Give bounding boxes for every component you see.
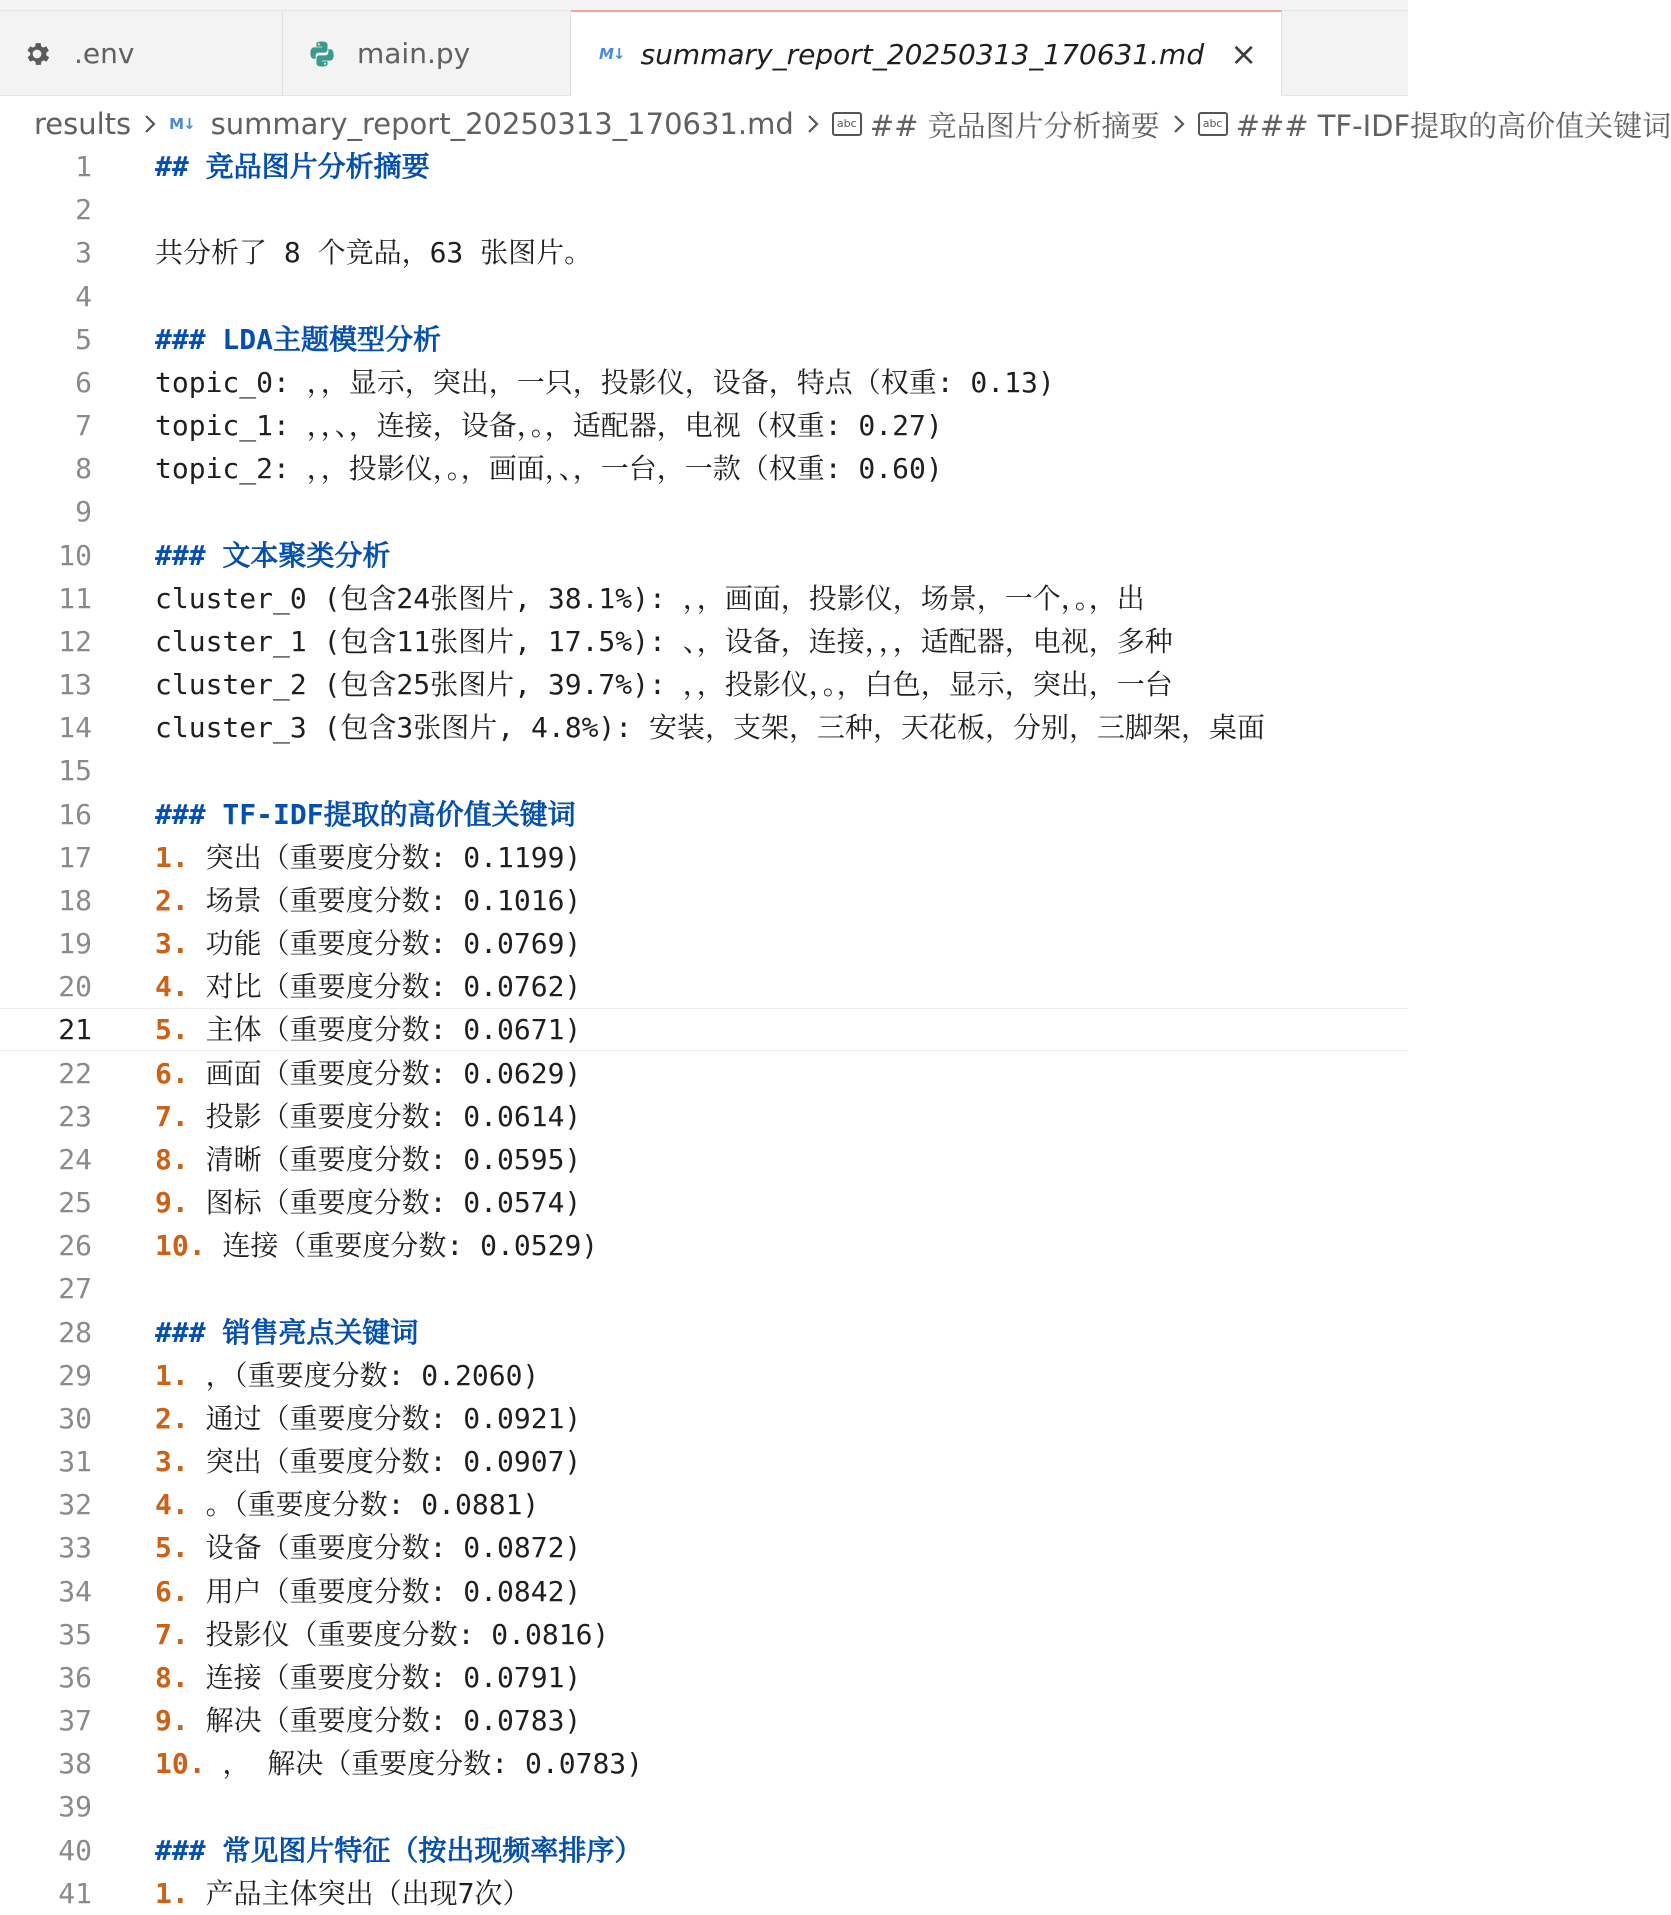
- list-marker: 3.: [155, 927, 189, 961]
- list-item-text: 功能（重要度分数: 0.0769): [188, 927, 582, 961]
- line-number: 17: [58, 840, 92, 874]
- list-item-text: 清晰（重要度分数: 0.0595): [188, 1142, 582, 1176]
- line-content: [155, 447, 943, 490]
- list-item-text: 图标（重要度分数: 0.0574): [188, 1186, 582, 1220]
- editor-line[interactable]: [0, 318, 1408, 361]
- list-item-text: 对比（重要度分数: 0.0762): [188, 970, 582, 1004]
- line-content: [155, 1311, 418, 1354]
- window-top-strip: [0, 0, 1408, 10]
- line-content: [155, 1742, 643, 1785]
- line-content: [155, 706, 1265, 749]
- line-number: 3: [75, 236, 92, 270]
- editor-line[interactable]: [0, 1440, 1408, 1483]
- tab-main-py[interactable]: [283, 11, 571, 96]
- line-number: 8: [75, 452, 92, 486]
- editor-line[interactable]: [0, 1613, 1408, 1656]
- line-number: 7: [75, 409, 92, 443]
- line-content: [155, 836, 581, 879]
- tab-env[interactable]: [0, 11, 283, 96]
- line-content: [155, 318, 441, 361]
- line-content: [155, 534, 390, 577]
- breadcrumb-file[interactable]: [169, 107, 794, 141]
- line-number: 12: [58, 624, 92, 658]
- line-number: 41: [58, 1876, 92, 1910]
- line-number: 4: [75, 279, 92, 313]
- markdown-heading: ### 销售亮点关键词: [155, 1315, 419, 1349]
- editor-line[interactable]: [0, 922, 1408, 965]
- line-content: [155, 1699, 581, 1742]
- editor-line[interactable]: [0, 361, 1408, 404]
- line-number: 6: [75, 365, 92, 399]
- plain-text: cluster_0 (包含24张图片, 38.1%): ，，画面，投影仪，场景，一个，。，出: [155, 581, 1145, 615]
- line-number: 18: [58, 883, 92, 917]
- list-marker: 4.: [155, 1488, 189, 1522]
- list-marker: 6.: [155, 1056, 189, 1090]
- line-number: 24: [58, 1142, 92, 1176]
- list-marker: 2.: [155, 883, 189, 917]
- editor-line[interactable]: [0, 1138, 1408, 1181]
- editor-line[interactable]: [0, 836, 1408, 879]
- plain-text: topic_2: ，，投影仪，。，画面，、，一台，一款（权重: 0.60): [155, 452, 943, 486]
- line-content: [155, 361, 1055, 404]
- list-marker: 10.: [155, 1229, 206, 1263]
- line-number: 20: [58, 970, 92, 1004]
- list-item-text: 解决（重要度分数: 0.0783): [188, 1704, 582, 1738]
- list-marker: 1.: [155, 1358, 189, 1392]
- line-number: 21: [58, 1013, 92, 1047]
- line-content: [155, 1656, 581, 1699]
- list-item-text: 突出（重要度分数: 0.1199): [188, 840, 582, 874]
- editor-line[interactable]: [0, 1008, 1408, 1051]
- chevron-right-icon: [143, 113, 157, 135]
- list-item-text: 连接（重要度分数: 0.0529): [205, 1229, 599, 1263]
- list-marker: 1.: [155, 1876, 189, 1910]
- markdown-heading: ### 文本聚类分析: [155, 538, 391, 572]
- string-symbol-icon: abc: [832, 112, 862, 136]
- plain-text: topic_0: ，，显示，突出，一只，投影仪，设备，特点（权重: 0.13): [155, 365, 1055, 399]
- list-item-text: 画面（重要度分数: 0.0629): [188, 1056, 582, 1090]
- close-icon[interactable]: ×: [1230, 35, 1257, 73]
- editor-line[interactable]: [0, 620, 1408, 663]
- editor-line[interactable]: [0, 534, 1408, 577]
- list-marker: 9.: [155, 1186, 189, 1220]
- editor-line[interactable]: [0, 879, 1408, 922]
- line-content: [155, 965, 581, 1008]
- list-marker: 8.: [155, 1142, 189, 1176]
- line-content: [155, 1354, 539, 1397]
- list-marker: 5.: [155, 1013, 189, 1047]
- line-number: 1: [75, 150, 92, 183]
- editor-line[interactable]: [0, 1699, 1408, 1742]
- line-number: 40: [58, 1833, 92, 1867]
- line-number: 2: [75, 193, 92, 227]
- editor-line[interactable]: [0, 1570, 1408, 1613]
- markdown-icon: M↓: [599, 45, 625, 63]
- editor-text-area[interactable]: [0, 152, 1408, 1914]
- list-marker: 7.: [155, 1617, 189, 1651]
- line-content: [155, 1224, 598, 1267]
- markdown-heading: ## 竞品图片分析摘要: [155, 150, 430, 183]
- line-number: 13: [58, 668, 92, 702]
- list-item-text: 主体（重要度分数: 0.0671): [188, 1013, 582, 1047]
- editor-line[interactable]: [0, 404, 1408, 447]
- line-content: [155, 1483, 539, 1526]
- markdown-heading: ### LDA主题模型分析: [155, 322, 442, 356]
- markdown-heading: ### 常见图片特征（按出现频率排序）: [155, 1833, 643, 1867]
- line-number: 36: [58, 1660, 92, 1694]
- line-number: 11: [58, 581, 92, 615]
- plain-text: cluster_1 (包含11张图片, 17.5%): 、，设备，连接，，，适配器，电视，多种: [155, 624, 1173, 658]
- plain-text: cluster_2 (包含25张图片, 39.7%): ，，投影仪，。，白色，显示，突出，一台: [155, 668, 1173, 702]
- line-content: [155, 1052, 581, 1095]
- list-item-text: 设备（重要度分数: 0.0872): [188, 1531, 582, 1565]
- list-item-text: 连接（重要度分数: 0.0791): [188, 1660, 582, 1694]
- line-number: 27: [58, 1272, 92, 1306]
- python-icon: [307, 39, 337, 69]
- line-number: 31: [58, 1445, 92, 1479]
- line-content: [155, 1095, 581, 1138]
- plain-text: cluster_3 (包含3张图片, 4.8%): 安装，支架，三种，天花板，分别，三脚架，桌面: [155, 711, 1266, 745]
- list-item-text: 场景（重要度分数: 0.1016): [188, 883, 582, 917]
- editor-line[interactable]: [0, 1224, 1408, 1267]
- editor-line[interactable]: [0, 793, 1408, 836]
- editor-line[interactable]: [0, 663, 1408, 706]
- line-number: 15: [58, 754, 92, 788]
- editor-line[interactable]: [0, 577, 1408, 620]
- markdown-icon: M↓: [169, 115, 195, 133]
- editor-line[interactable]: [0, 188, 1408, 231]
- list-marker: 10.: [155, 1747, 206, 1781]
- line-content: [155, 1397, 581, 1440]
- line-number: 9: [75, 495, 92, 529]
- editor-line[interactable]: [0, 1181, 1408, 1224]
- list-marker: 8.: [155, 1660, 189, 1694]
- list-item-text: 投影仪（重要度分数: 0.0816): [188, 1617, 610, 1651]
- line-content: [155, 1138, 581, 1181]
- tab-summary-report[interactable]: [571, 10, 1282, 96]
- line-number: 26: [58, 1229, 92, 1263]
- line-number: 32: [58, 1488, 92, 1522]
- editor-line[interactable]: [0, 1095, 1408, 1138]
- editor-line[interactable]: [0, 706, 1408, 749]
- editor-line[interactable]: [0, 1311, 1408, 1354]
- list-marker: 7.: [155, 1099, 189, 1133]
- breadcrumb-heading-2[interactable]: [1198, 104, 1671, 145]
- line-content: [155, 1613, 609, 1656]
- line-number: 25: [58, 1186, 92, 1220]
- list-marker: 4.: [155, 970, 189, 1004]
- line-number: 30: [58, 1401, 92, 1435]
- line-content: [155, 145, 430, 188]
- line-number: 38: [58, 1747, 92, 1781]
- breadcrumb-file-label: summary_report_20250313_170631.md: [210, 107, 794, 141]
- line-content: [155, 577, 1145, 620]
- plain-text: 共分析了 8 个竞品，63 张图片。: [155, 236, 593, 270]
- line-content: [155, 1570, 581, 1613]
- line-content: [155, 879, 581, 922]
- gear-icon: [22, 39, 52, 69]
- string-symbol-icon: abc: [1198, 112, 1228, 136]
- line-number: 10: [58, 538, 92, 572]
- breadcrumb-heading-1[interactable]: [832, 104, 1160, 145]
- markdown-heading: ### TF-IDF提取的高价值关键词: [155, 797, 576, 831]
- line-content: [155, 663, 1173, 706]
- list-item-text: 产品主体突出（出现7次）: [188, 1876, 531, 1910]
- list-item-text: 通过（重要度分数: 0.0921): [188, 1401, 582, 1435]
- editor-tab-bar: [0, 10, 1408, 96]
- chevron-right-icon: [1172, 113, 1186, 135]
- line-number: 39: [58, 1790, 92, 1824]
- line-content: [155, 1872, 530, 1915]
- editor-line[interactable]: [0, 749, 1408, 792]
- editor-line[interactable]: [0, 1872, 1408, 1915]
- editor-line[interactable]: [0, 965, 1408, 1008]
- line-number: 37: [58, 1704, 92, 1738]
- line-content: [155, 620, 1173, 663]
- list-marker: 3.: [155, 1445, 189, 1479]
- list-marker: 1.: [155, 840, 189, 874]
- line-number: 14: [58, 711, 92, 745]
- plain-text: topic_1: ，，、，连接，设备，。，适配器，电视（权重: 0.27): [155, 409, 943, 443]
- editor-line[interactable]: [0, 447, 1408, 490]
- line-number: 35: [58, 1617, 92, 1651]
- line-content: [155, 793, 576, 836]
- list-item-text: ， 解决（重要度分数: 0.0783): [205, 1747, 644, 1781]
- breadcrumb-heading-2-label: ### TF-IDF提取的高价值关键词: [1235, 108, 1671, 143]
- line-content: [155, 1526, 581, 1569]
- tab-label: .env: [74, 37, 135, 70]
- line-content: [155, 922, 581, 965]
- editor-line[interactable]: [0, 1656, 1408, 1699]
- editor-line[interactable]: [0, 1354, 1408, 1397]
- line-number: 16: [58, 797, 92, 831]
- line-content: [155, 1008, 581, 1051]
- tab-label: summary_report_20250313_170631.md: [640, 37, 1205, 71]
- breadcrumb: [0, 96, 1671, 152]
- editor-line[interactable]: [0, 1397, 1408, 1440]
- editor-line[interactable]: [0, 1742, 1408, 1785]
- line-number: 29: [58, 1358, 92, 1392]
- line-content: [155, 1440, 581, 1483]
- line-content: [155, 404, 943, 447]
- list-item-text: 。（重要度分数: 0.0881): [188, 1488, 540, 1522]
- list-marker: 5.: [155, 1531, 189, 1565]
- line-content: [155, 231, 592, 274]
- editor-line[interactable]: [0, 275, 1408, 318]
- line-content: [155, 1181, 581, 1224]
- breadcrumb-heading-1-label: ## 竞品图片分析摘要: [869, 108, 1160, 143]
- editor-line[interactable]: [0, 1267, 1408, 1310]
- line-number: 34: [58, 1574, 92, 1608]
- tab-label: main.py: [357, 37, 471, 70]
- list-item-text: 用户（重要度分数: 0.0842): [188, 1574, 582, 1608]
- editor-line[interactable]: [0, 145, 1408, 188]
- line-content: [155, 1829, 642, 1872]
- editor-line[interactable]: [0, 231, 1408, 274]
- editor-line[interactable]: [0, 1829, 1408, 1872]
- line-number: 19: [58, 927, 92, 961]
- chevron-right-icon: [806, 113, 820, 135]
- line-number: 22: [58, 1056, 92, 1090]
- editor-line[interactable]: [0, 1785, 1408, 1828]
- editor-line[interactable]: [0, 490, 1408, 533]
- editor-line[interactable]: [0, 1052, 1408, 1095]
- list-item-text: 突出（重要度分数: 0.0907): [188, 1445, 582, 1479]
- line-number: 23: [58, 1099, 92, 1133]
- list-marker: 2.: [155, 1401, 189, 1435]
- list-marker: 9.: [155, 1704, 189, 1738]
- line-number: 33: [58, 1531, 92, 1565]
- editor-line[interactable]: [0, 1483, 1408, 1526]
- list-marker: 6.: [155, 1574, 189, 1608]
- line-number: 5: [75, 322, 92, 356]
- list-item-text: 投影（重要度分数: 0.0614): [188, 1099, 582, 1133]
- line-number: 28: [58, 1315, 92, 1349]
- list-item-text: ，（重要度分数: 0.2060): [188, 1358, 540, 1392]
- breadcrumb-folder[interactable]: results: [34, 107, 132, 141]
- editor-line[interactable]: [0, 1526, 1408, 1569]
